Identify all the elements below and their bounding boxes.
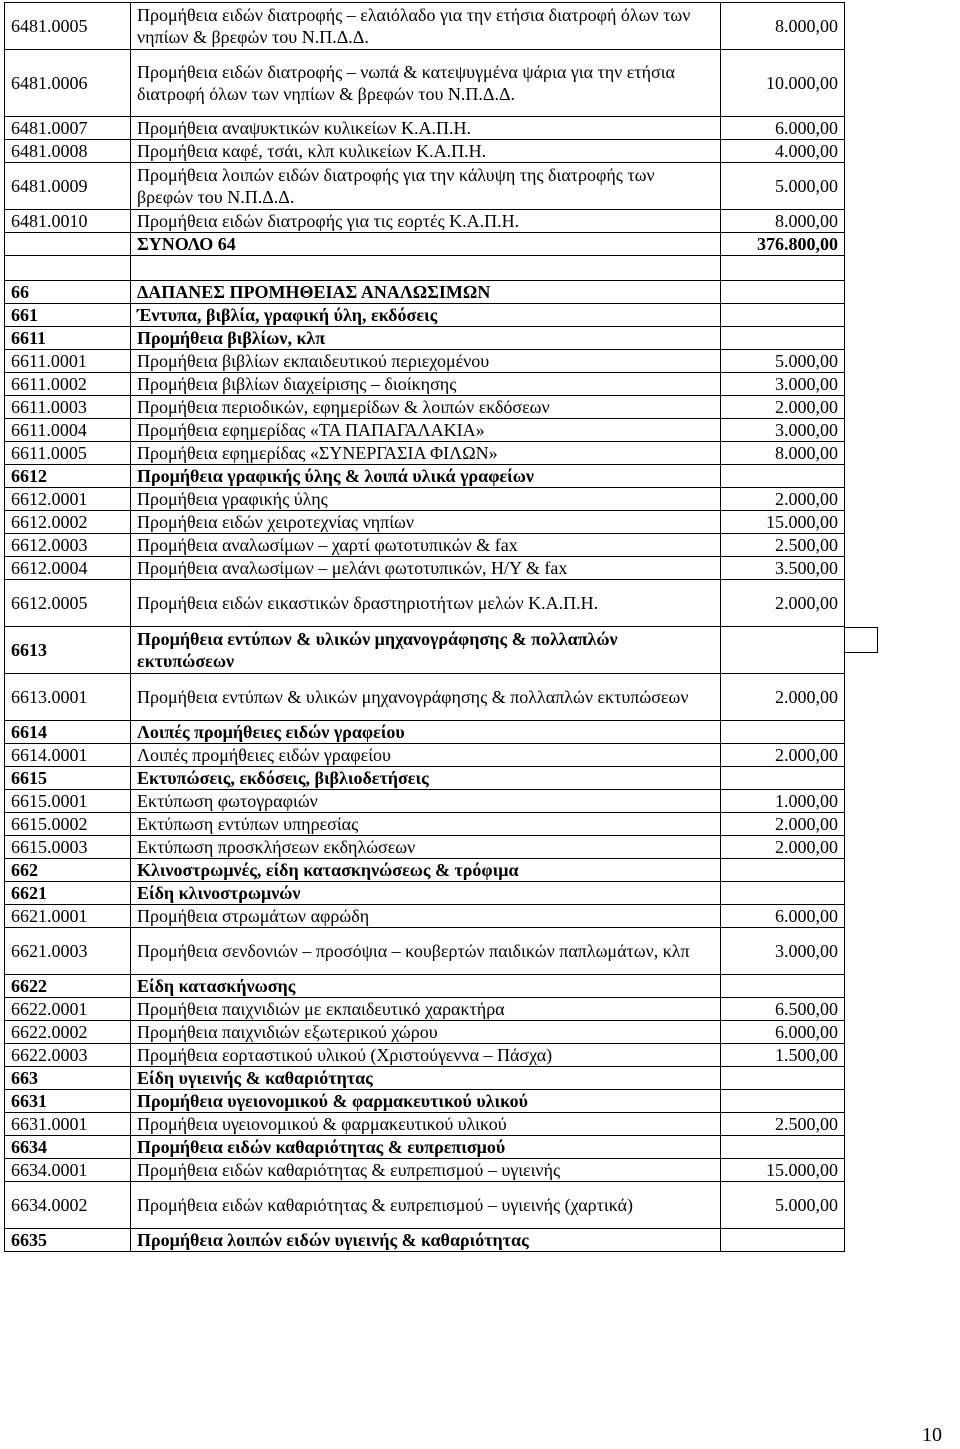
row-code: 6613 bbox=[5, 627, 131, 674]
row-code: 66 bbox=[5, 281, 131, 304]
row-amount: 2.000,00 bbox=[721, 580, 845, 627]
row-description: Προμήθεια σενδονιών – προσόψια – κουβερτών παιδικών παπλωμάτων, κλπ bbox=[131, 928, 721, 975]
row-description: Προμήθεια παιχνιδιών εξωτερικού χώρου bbox=[131, 1021, 721, 1044]
row-amount: 2.500,00 bbox=[721, 534, 845, 557]
row-description: Προμήθεια εορταστικού υλικού (Χριστούγεννα – Πάσχα) bbox=[131, 1044, 721, 1067]
row-code: 6631.0001 bbox=[5, 1113, 131, 1136]
table-row bbox=[5, 350, 845, 373]
row-amount bbox=[721, 1229, 845, 1252]
row-amount: 5.000,00 bbox=[721, 350, 845, 373]
row-amount: 6.500,00 bbox=[721, 998, 845, 1021]
row-description: Προμήθεια ειδών διατροφής – νωπά & κατεψυγμένα ψάρια για την ετήσια διατροφή όλων των νηπίων & βρεφών του Ν.Π.Δ.Δ. bbox=[131, 50, 721, 117]
row-description: Προμήθεια εντύπων & υλικών μηχανογράφησης & πολλαπλών εκτυπώσεων bbox=[131, 674, 721, 721]
budget-table bbox=[4, 2, 845, 1252]
row-code: 6634.0002 bbox=[5, 1182, 131, 1229]
row-code: 6612 bbox=[5, 465, 131, 488]
row-code bbox=[5, 233, 131, 256]
row-amount: 2.000,00 bbox=[721, 836, 845, 859]
row-code: 6613.0001 bbox=[5, 674, 131, 721]
table-row bbox=[5, 256, 845, 281]
row-amount: 1.500,00 bbox=[721, 1044, 845, 1067]
row-description: Προμήθεια ειδών χειροτεχνίας νηπίων bbox=[131, 511, 721, 534]
row-amount bbox=[721, 882, 845, 905]
table-row bbox=[5, 813, 845, 836]
row-code: 6621.0001 bbox=[5, 905, 131, 928]
row-description: Εκτύπωση φωτογραφιών bbox=[131, 790, 721, 813]
row-code bbox=[5, 256, 131, 281]
row-code: 6615 bbox=[5, 767, 131, 790]
row-description: Προμήθεια καφέ, τσάι, κλπ κυλικείων Κ.Α.Π.Η. bbox=[131, 140, 721, 163]
row-amount bbox=[721, 327, 845, 350]
row-code: 6622 bbox=[5, 975, 131, 998]
row-amount: 2.000,00 bbox=[721, 396, 845, 419]
table-row bbox=[5, 488, 845, 511]
budget-table-body bbox=[5, 3, 845, 1252]
row-code: 6615.0001 bbox=[5, 790, 131, 813]
row-description: ΣΥΝΟΛΟ 64 bbox=[131, 233, 721, 256]
row-code: 6611.0002 bbox=[5, 373, 131, 396]
row-code: 6481.0005 bbox=[5, 3, 131, 50]
row-code: 6611.0004 bbox=[5, 419, 131, 442]
row-amount: 3.000,00 bbox=[721, 373, 845, 396]
row-amount: 3.000,00 bbox=[721, 419, 845, 442]
table-row bbox=[5, 1159, 845, 1182]
row-amount bbox=[721, 304, 845, 327]
row-amount: 6.000,00 bbox=[721, 117, 845, 140]
row-amount: 1.000,00 bbox=[721, 790, 845, 813]
row-code: 662 bbox=[5, 859, 131, 882]
table-row bbox=[5, 304, 845, 327]
row-description: Προμήθεια υγειονομικού & φαρμακευτικού υλικού bbox=[131, 1113, 721, 1136]
row-description: Προμήθεια εφημερίδας «ΣΥΝΕΡΓΑΣΙΑ ΦΙΛΩΝ» bbox=[131, 442, 721, 465]
row-description: Προμήθεια λοιπών ειδών διατροφής για την κάλυψη της διατροφής των βρεφών του Ν.Π.Δ.Δ. bbox=[131, 163, 721, 210]
row-amount: 6.000,00 bbox=[721, 905, 845, 928]
row-description: Προμήθεια ειδών καθαριότητας & ευπρεπισμού – υγιεινής bbox=[131, 1159, 721, 1182]
row-code: 661 bbox=[5, 304, 131, 327]
row-code: 6481.0008 bbox=[5, 140, 131, 163]
row-amount: 8.000,00 bbox=[721, 442, 845, 465]
row-code: 6615.0002 bbox=[5, 813, 131, 836]
row-code: 6634.0001 bbox=[5, 1159, 131, 1182]
table-row bbox=[5, 210, 845, 233]
table-row bbox=[5, 1182, 845, 1229]
row-amount: 2.500,00 bbox=[721, 1113, 845, 1136]
row-code: 6622.0002 bbox=[5, 1021, 131, 1044]
row-code: 6622.0001 bbox=[5, 998, 131, 1021]
table-row bbox=[5, 928, 845, 975]
table-row bbox=[5, 534, 845, 557]
row-code: 6614.0001 bbox=[5, 744, 131, 767]
row-code: 6634 bbox=[5, 1136, 131, 1159]
row-amount: 4.000,00 bbox=[721, 140, 845, 163]
row-description: Λοιπές προμήθειες ειδών γραφείου bbox=[131, 721, 721, 744]
row-amount bbox=[721, 281, 845, 304]
row-description: Προμήθεια υγειονομικού & φαρμακευτικού υλικού bbox=[131, 1090, 721, 1113]
row-code: 6621.0003 bbox=[5, 928, 131, 975]
row-description: Είδη κλινοστρωμνών bbox=[131, 882, 721, 905]
row-description: Προμήθεια λοιπών ειδών υγιεινής & καθαριότητας bbox=[131, 1229, 721, 1252]
table-row bbox=[5, 790, 845, 813]
row-code: 6612.0005 bbox=[5, 580, 131, 627]
row-amount: 5.000,00 bbox=[721, 163, 845, 210]
table-row bbox=[5, 998, 845, 1021]
table-row bbox=[5, 1229, 845, 1252]
table-row bbox=[5, 281, 845, 304]
table-row bbox=[5, 1090, 845, 1113]
row-description: Προμήθεια ειδών καθαριότητας & ευπρεπισμού – υγιεινής (χαρτικά) bbox=[131, 1182, 721, 1229]
row-description: Εκτυπώσεις, εκδόσεις, βιβλιοδετήσεις bbox=[131, 767, 721, 790]
row-description: Προμήθεια στρωμάτων αφρώδη bbox=[131, 905, 721, 928]
row-amount: 15.000,00 bbox=[721, 1159, 845, 1182]
row-code: 663 bbox=[5, 1067, 131, 1090]
row-description: Προμήθεια ειδών καθαριότητας & ευπρεπισμού bbox=[131, 1136, 721, 1159]
table-row bbox=[5, 1067, 845, 1090]
row-code: 6635 bbox=[5, 1229, 131, 1252]
table-row bbox=[5, 465, 845, 488]
row-amount: 15.000,00 bbox=[721, 511, 845, 534]
row-amount: 5.000,00 bbox=[721, 1182, 845, 1229]
row-amount: 8.000,00 bbox=[721, 3, 845, 50]
row-amount bbox=[721, 1136, 845, 1159]
table-row bbox=[5, 50, 845, 117]
row-amount bbox=[721, 627, 845, 674]
row-code: 6611.0005 bbox=[5, 442, 131, 465]
row-amount bbox=[721, 859, 845, 882]
row-code: 6612.0004 bbox=[5, 557, 131, 580]
table-row bbox=[5, 373, 845, 396]
row-description: Εκτύπωση προσκλήσεων εκδηλώσεων bbox=[131, 836, 721, 859]
row-description bbox=[131, 256, 721, 281]
table-row bbox=[5, 836, 845, 859]
row-description: Προμήθεια βιβλίων διαχείρισης – διοίκησης bbox=[131, 373, 721, 396]
table-row bbox=[5, 511, 845, 534]
row-amount bbox=[721, 256, 845, 281]
row-amount: 8.000,00 bbox=[721, 210, 845, 233]
row-code: 6481.0009 bbox=[5, 163, 131, 210]
table-row bbox=[5, 396, 845, 419]
row-code: 6614 bbox=[5, 721, 131, 744]
row-description: Εκτύπωση εντύπων υπηρεσίας bbox=[131, 813, 721, 836]
table-row bbox=[5, 1021, 845, 1044]
row-amount: 3.000,00 bbox=[721, 928, 845, 975]
row-amount: 2.000,00 bbox=[721, 674, 845, 721]
row-description: Προμήθεια βιβλίων εκπαιδευτικού περιεχομένου bbox=[131, 350, 721, 373]
row-description: Κλινοστρωμνές, είδη κατασκηνώσεως & τρόφιμα bbox=[131, 859, 721, 882]
row-description: Λοιπές προμήθειες ειδών γραφείου bbox=[131, 744, 721, 767]
row-description: Προμήθεια ειδών διατροφής για τις εορτές Κ.Α.Π.Η. bbox=[131, 210, 721, 233]
table-row bbox=[5, 721, 845, 744]
table-row bbox=[5, 1136, 845, 1159]
row-description: Προμήθεια ειδών εικαστικών δραστηριοτήτων μελών Κ.Α.Π.Η. bbox=[131, 580, 721, 627]
row-description: Έντυπα, βιβλία, γραφική ύλη, εκδόσεις bbox=[131, 304, 721, 327]
table-row bbox=[5, 882, 845, 905]
row-amount bbox=[721, 1067, 845, 1090]
row-code: 6611.0003 bbox=[5, 396, 131, 419]
row-amount bbox=[721, 1090, 845, 1113]
row-description: Προμήθεια παιχνιδιών με εκπαιδευτικό χαρακτήρα bbox=[131, 998, 721, 1021]
row-amount: 6.000,00 bbox=[721, 1021, 845, 1044]
row-description: Είδη υγιεινής & καθαριότητας bbox=[131, 1067, 721, 1090]
table-row bbox=[5, 859, 845, 882]
table-extra-cell bbox=[844, 627, 878, 653]
table-row bbox=[5, 419, 845, 442]
row-description: Προμήθεια βιβλίων, κλπ bbox=[131, 327, 721, 350]
row-description: Προμήθεια εντύπων & υλικών μηχανογράφησης & πολλαπλών εκτυπώσεων bbox=[131, 627, 721, 674]
table-row bbox=[5, 557, 845, 580]
row-code: 6621 bbox=[5, 882, 131, 905]
row-description: Προμήθεια αναλωσίμων – χαρτί φωτοτυπικών & fax bbox=[131, 534, 721, 557]
row-code: 6612.0001 bbox=[5, 488, 131, 511]
table-row bbox=[5, 580, 845, 627]
row-description: Προμήθεια εφημερίδας «ΤΑ ΠΑΠΑΓΑΛΑΚΙΑ» bbox=[131, 419, 721, 442]
table-row bbox=[5, 744, 845, 767]
row-code: 6611.0001 bbox=[5, 350, 131, 373]
row-description: Προμήθεια γραφικής ύλης & λοιπά υλικά γραφείων bbox=[131, 465, 721, 488]
table-row bbox=[5, 767, 845, 790]
row-amount bbox=[721, 465, 845, 488]
table-row bbox=[5, 627, 845, 674]
row-code: 6611 bbox=[5, 327, 131, 350]
row-amount: 3.500,00 bbox=[721, 557, 845, 580]
table-row bbox=[5, 905, 845, 928]
row-amount: 10.000,00 bbox=[721, 50, 845, 117]
table-row bbox=[5, 140, 845, 163]
row-code: 6615.0003 bbox=[5, 836, 131, 859]
row-code: 6481.0010 bbox=[5, 210, 131, 233]
table-row bbox=[5, 3, 845, 50]
row-code: 6481.0006 bbox=[5, 50, 131, 117]
table-row bbox=[5, 1044, 845, 1067]
table-row bbox=[5, 674, 845, 721]
table-row bbox=[5, 442, 845, 465]
row-amount bbox=[721, 767, 845, 790]
row-code: 6631 bbox=[5, 1090, 131, 1113]
row-description: Προμήθεια αναψυκτικών κυλικείων Κ.Α.Π.Η. bbox=[131, 117, 721, 140]
table-row bbox=[5, 117, 845, 140]
row-amount: 2.000,00 bbox=[721, 744, 845, 767]
row-code: 6622.0003 bbox=[5, 1044, 131, 1067]
row-amount bbox=[721, 975, 845, 998]
row-code: 6612.0003 bbox=[5, 534, 131, 557]
table-row bbox=[5, 163, 845, 210]
row-description: Είδη κατασκήνωσης bbox=[131, 975, 721, 998]
row-description: ΔΑΠΑΝΕΣ ΠΡΟΜΗΘΕΙΑΣ ΑΝΑΛΩΣΙΜΩΝ bbox=[131, 281, 721, 304]
row-amount: 2.000,00 bbox=[721, 813, 845, 836]
table-row bbox=[5, 327, 845, 350]
row-amount: 376.800,00 bbox=[721, 233, 845, 256]
row-amount bbox=[721, 721, 845, 744]
row-code: 6612.0002 bbox=[5, 511, 131, 534]
row-amount: 2.000,00 bbox=[721, 488, 845, 511]
table-row bbox=[5, 233, 845, 256]
row-description: Προμήθεια γραφικής ύλης bbox=[131, 488, 721, 511]
page-number: 10 bbox=[922, 1424, 942, 1446]
row-code: 6481.0007 bbox=[5, 117, 131, 140]
table-row bbox=[5, 1113, 845, 1136]
row-description: Προμήθεια περιοδικών, εφημερίδων & λοιπών εκδόσεων bbox=[131, 396, 721, 419]
row-description: Προμήθεια αναλωσίμων – μελάνι φωτοτυπικών, Η/Υ & fax bbox=[131, 557, 721, 580]
row-description: Προμήθεια ειδών διατροφής – ελαιόλαδο για την ετήσια διατροφή όλων των νηπίων & βρεφών του Ν.Π.Δ.Δ. bbox=[131, 3, 721, 50]
table-row bbox=[5, 975, 845, 998]
